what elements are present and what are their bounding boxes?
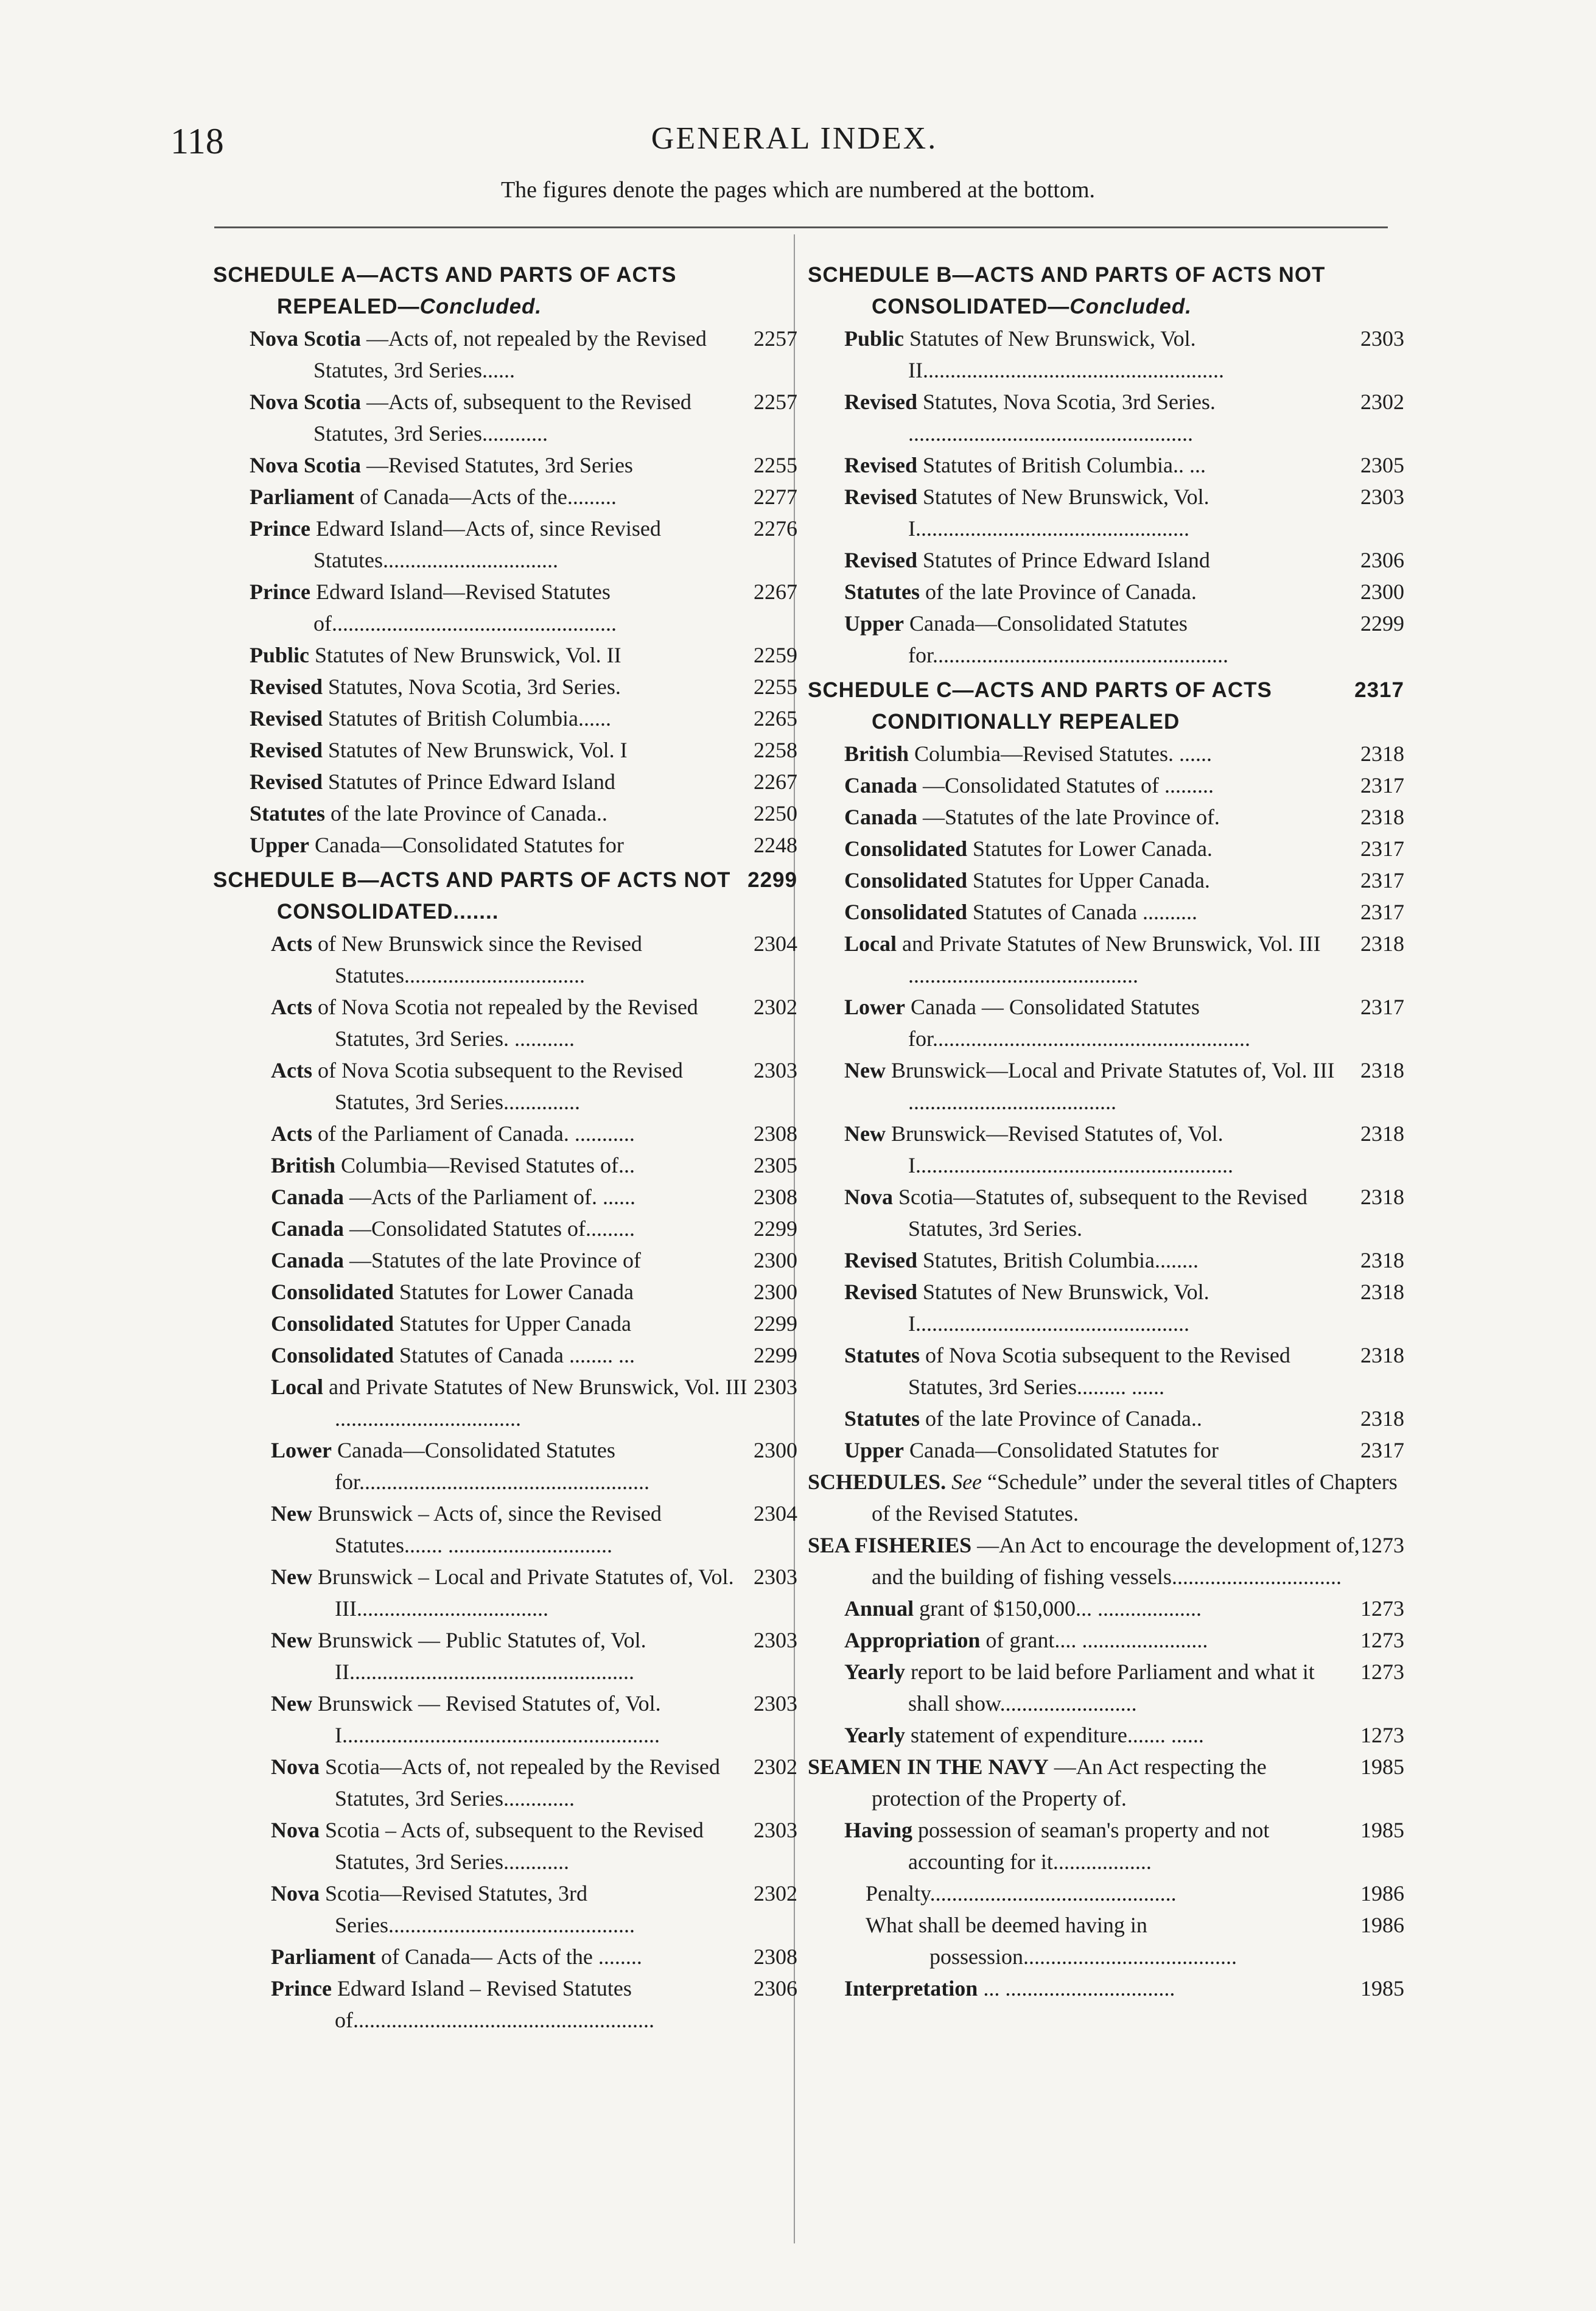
- entry-text: Edward Island – Revised Statutes of.......................................................: [335, 1976, 654, 2032]
- entry-text: Brunswick—Revised Statutes of, Vol. I..........................................................: [891, 1121, 1233, 1177]
- entry-heading: Yearly: [844, 1660, 905, 1684]
- entry-heading: New: [271, 1628, 312, 1652]
- entry-page-number: 2303: [754, 1818, 797, 1842]
- schedule-heading-text: SCHEDULE C—ACTS AND PARTS OF ACTS CONDITIONALLY REPEALED: [808, 678, 1272, 734]
- entry-heading: Local: [844, 931, 897, 956]
- entry-page-number: 2317: [1360, 868, 1404, 892]
- entry-text: Statutes of British Columbia.. ...: [923, 453, 1206, 477]
- entry-page-number: 1273: [1360, 1533, 1404, 1557]
- entry-page-number: 2317: [1360, 1438, 1404, 1462]
- index-entry: [808, 1656, 1404, 1719]
- entry-page-number: 2305: [754, 1153, 797, 1177]
- entry-heading: Public: [250, 643, 310, 667]
- index-entry: [808, 1054, 1404, 1118]
- entry-text: Canada—Consolidated Statutes for......................................................: [908, 611, 1228, 667]
- entry-page-number: 2258: [754, 738, 797, 762]
- entry-text: Statutes, British Columbia........: [923, 1248, 1199, 1272]
- index-entry: [808, 1434, 1404, 1466]
- entry-page-number: 2277: [754, 485, 797, 509]
- entry-heading: Statutes: [844, 1406, 920, 1431]
- index-entry: [808, 608, 1404, 671]
- entry-heading: Prince: [250, 516, 310, 541]
- entry-text: Scotia—Revised Statutes, 3rd Series.............................................: [325, 1881, 635, 1937]
- entry-heading: Canada: [271, 1185, 345, 1209]
- schedule-heading: [808, 675, 1404, 738]
- entry-text: Statutes of New Brunswick, Vol. I..................................................: [908, 1280, 1209, 1336]
- index-entry: [213, 1244, 797, 1276]
- entry-heading: Revised: [844, 1248, 917, 1272]
- entry-page-number: 2300: [754, 1438, 797, 1462]
- page-number: 118: [170, 121, 224, 161]
- entry-page-number: 2302: [754, 1755, 797, 1779]
- entry-text: of Canada— Acts of the ........: [380, 1945, 642, 1969]
- entry-page-number: 2300: [754, 1280, 797, 1304]
- entry-heading: New: [844, 1058, 886, 1082]
- index-entry: [808, 1909, 1404, 1973]
- entry-heading: Consolidated: [844, 900, 968, 924]
- index-entry: [808, 323, 1404, 386]
- header-rule: [214, 226, 1388, 228]
- index-entry: [808, 1118, 1404, 1181]
- entry-heading: Statutes: [844, 580, 920, 604]
- entry-text: Statutes for Lower Canada.: [973, 836, 1213, 861]
- index-column-right: [808, 256, 1404, 2004]
- schedule-heading-text: SCHEDULE B—ACTS AND PARTS OF ACTS NOT CONSOLIDATED—: [808, 263, 1326, 318]
- entry-page-number: 2255: [754, 453, 797, 477]
- running-title: GENERAL INDEX.: [651, 121, 938, 156]
- entry-text: —An Act to encourage the development of, and the building of fishing vessels...............................: [872, 1533, 1360, 1589]
- entry-heading: Statutes: [250, 801, 325, 826]
- entry-page-number: 2302: [754, 1881, 797, 1906]
- entry-heading: Revised: [250, 738, 323, 762]
- entry-text: of the late Province of Canada.: [925, 580, 1197, 604]
- entry-page-number: 2318: [1360, 1185, 1404, 1209]
- entry-page-number: 2318: [1360, 931, 1404, 956]
- entry-text: report to be laid before Parliament and what it shall show.........................: [908, 1660, 1315, 1716]
- index-entry: [808, 738, 1404, 770]
- entry-heading: Consolidated: [271, 1280, 394, 1304]
- entry-page-number: 2317: [1354, 678, 1404, 702]
- index-entry: [213, 513, 797, 576]
- entry-page-number: 2318: [1360, 1406, 1404, 1431]
- entry-page-number: 1986: [1360, 1881, 1404, 1906]
- index-entry: [808, 449, 1404, 481]
- index-entry: [213, 991, 797, 1054]
- entry-text: Statutes of New Brunswick, Vol. II.......................................................: [908, 326, 1224, 382]
- entry-text: of New Brunswick since the Revised Statutes.................................: [317, 931, 642, 987]
- index-entry: [808, 928, 1404, 991]
- entry-text: Statutes of New Brunswick, Vol. I: [328, 738, 628, 762]
- schedule-heading: [808, 259, 1404, 323]
- index-entry: [808, 991, 1404, 1054]
- entry-heading: Annual: [844, 1596, 914, 1621]
- entry-text: Brunswick – Acts of, since the Revised Statutes....... ..............................: [317, 1501, 662, 1557]
- index-entry: [808, 1529, 1404, 1593]
- entry-heading: Nova: [271, 1881, 320, 1906]
- entry-page-number: 2250: [754, 801, 797, 826]
- index-entry: [213, 829, 797, 861]
- entry-heading: Canada: [271, 1216, 345, 1241]
- entry-page-number: 2267: [754, 770, 797, 794]
- entry-text: Statutes of British Columbia......: [328, 706, 611, 731]
- entry-page-number: 2265: [754, 706, 797, 731]
- entry-text: Brunswick—Local and Private Statutes of, Vol. III ......................................: [891, 1058, 1335, 1114]
- entry-page-number: 2267: [754, 580, 797, 604]
- entry-heading: Nova: [844, 1185, 893, 1209]
- entry-text: grant of $150,000... ...................: [919, 1596, 1202, 1621]
- entry-page-number: 2308: [754, 1945, 797, 1969]
- entry-text: —Acts of the Parliament of. ......: [349, 1185, 635, 1209]
- index-entry: [213, 1941, 797, 1973]
- index-column-left: [213, 256, 797, 2036]
- entry-heading: New: [271, 1501, 312, 1526]
- entry-text: —Acts of, not repealed by the Revised Statutes, 3rd Series......: [313, 326, 707, 382]
- entry-page-number: 2299: [1360, 611, 1404, 636]
- entry-page-number: 2306: [754, 1976, 797, 2001]
- entry-page-number: 2308: [754, 1185, 797, 1209]
- schedule-heading-text: SCHEDULE A—ACTS AND PARTS OF ACTS REPEALED—: [213, 263, 677, 318]
- entry-text: Canada — Consolidated Statutes for..........................................................: [908, 995, 1250, 1051]
- index-entry: [808, 1403, 1404, 1434]
- entry-page-number: 2257: [754, 326, 797, 351]
- entry-heading: Lower: [271, 1438, 332, 1462]
- entry-heading: Revised: [250, 675, 323, 699]
- index-entry: [808, 1719, 1404, 1751]
- entry-text: and Private Statutes of New Brunswick, Vol. III ..........................................: [902, 931, 1321, 987]
- index-entry: [213, 1276, 797, 1308]
- schedule-heading-suffix: Concluded.: [1069, 295, 1192, 318]
- entry-page-number: 2317: [1360, 773, 1404, 798]
- index-entry: [213, 1624, 797, 1688]
- entry-heading: Acts: [271, 1058, 312, 1082]
- entry-text: —An Act respecting the protection of the Property of.: [872, 1755, 1267, 1811]
- index-entry: [808, 1878, 1404, 1909]
- index-entry: [213, 1339, 797, 1371]
- entry-text: Canada—Consolidated Statutes for: [909, 1438, 1219, 1462]
- entry-heading: Lower: [844, 995, 905, 1019]
- entry-page-number: 2318: [1360, 742, 1404, 766]
- entry-text: of Canada—Acts of the.........: [359, 485, 617, 509]
- entry-page-number: 1985: [1360, 1976, 1404, 2001]
- entry-text: of the late Province of Canada..: [331, 801, 607, 826]
- schedule-heading: [213, 259, 797, 323]
- entry-heading: Parliament: [250, 485, 354, 509]
- entry-text: Statutes, Nova Scotia, 3rd Series.: [328, 675, 621, 699]
- index-entry: [808, 1339, 1404, 1403]
- entry-heading: Appropriation: [844, 1628, 981, 1652]
- index-entry: [808, 1624, 1404, 1656]
- entry-page-number: 2299: [747, 868, 797, 892]
- entry-text: Penalty.............................................: [866, 1881, 1177, 1906]
- entry-text: Statutes of Canada ........ ...: [399, 1343, 635, 1367]
- entry-heading: Consolidated: [844, 836, 968, 861]
- index-entry: [213, 1751, 797, 1814]
- entry-page-number: 2303: [754, 1628, 797, 1652]
- index-entry: [213, 1434, 797, 1498]
- index-entry: [808, 864, 1404, 896]
- entry-heading: Consolidated: [844, 868, 968, 892]
- entry-heading: Consolidated: [271, 1343, 394, 1367]
- entry-text: —Statutes of the late Province of: [349, 1248, 641, 1272]
- entry-text: Canada—Consolidated Statutes for: [315, 833, 624, 857]
- entry-page-number: 2318: [1360, 1121, 1404, 1146]
- entry-text: Scotia – Acts of, subsequent to the Revised Statutes, 3rd Series............: [325, 1818, 704, 1874]
- entry-page-number: 2318: [1360, 1248, 1404, 1272]
- index-entry: [808, 801, 1404, 833]
- entry-text: Edward Island—Acts of, since Revised Statutes................................: [313, 516, 661, 572]
- entry-page-number: 2303: [754, 1375, 797, 1399]
- entry-page-number: 1273: [1360, 1723, 1404, 1747]
- entry-heading: British: [271, 1153, 336, 1177]
- entry-heading: New: [271, 1691, 312, 1716]
- index-entry: [213, 1973, 797, 2036]
- entry-page-number: 2299: [754, 1311, 797, 1336]
- index-entry: [213, 1814, 797, 1878]
- entry-page-number: 2317: [1360, 836, 1404, 861]
- entry-page-number: 2257: [754, 390, 797, 414]
- entry-page-number: 2306: [1360, 548, 1404, 572]
- entry-text: Statutes for Upper Canada: [399, 1311, 631, 1336]
- index-entry: [213, 798, 797, 829]
- entry-text: Statutes of Prince Edward Island: [923, 548, 1210, 572]
- entry-text: Statutes of Canada ..........: [973, 900, 1197, 924]
- entry-page-number: 2299: [754, 1216, 797, 1241]
- index-entry: [213, 1371, 797, 1434]
- index-entry: [808, 481, 1404, 544]
- entry-heading: New: [844, 1121, 886, 1146]
- entry-text: and Private Statutes of New Brunswick, Vol. III ..................................: [329, 1375, 747, 1431]
- index-entry: [213, 386, 797, 449]
- entry-page-number: 2300: [754, 1248, 797, 1272]
- entry-heading: Revised: [250, 770, 323, 794]
- entry-page-number: 2308: [754, 1121, 797, 1146]
- entry-heading: Parliament: [271, 1945, 376, 1969]
- index-entry: [213, 576, 797, 639]
- entry-text: —Consolidated Statutes of .........: [923, 773, 1214, 798]
- entry-heading: Having: [844, 1818, 913, 1842]
- entry-heading: Nova: [271, 1818, 320, 1842]
- entry-heading: Acts: [271, 1121, 312, 1146]
- entry-text: —Revised Statutes, 3rd Series: [366, 453, 633, 477]
- entry-text: of Nova Scotia subsequent to the Revised Statutes, 3rd Series......... ......: [908, 1343, 1290, 1399]
- index-entry: [808, 770, 1404, 801]
- entry-page-number: 2318: [1360, 1058, 1404, 1082]
- entry-heading: Prince: [250, 580, 310, 604]
- entry-page-number: 2318: [1360, 1280, 1404, 1304]
- entry-heading: Canada: [271, 1248, 345, 1272]
- entry-heading: Nova Scotia: [250, 326, 361, 351]
- entry-page-number: 2300: [1360, 580, 1404, 604]
- see-reference: See: [951, 1470, 982, 1494]
- entry-text: “Schedule” under the several titles of Chapters of the Revised Statutes.: [872, 1470, 1398, 1526]
- entry-heading: New: [271, 1565, 312, 1589]
- entry-heading: Revised: [844, 485, 917, 509]
- entry-text: Statutes, Nova Scotia, 3rd Series. ....................................................: [908, 390, 1216, 446]
- entry-heading: Nova Scotia: [250, 453, 361, 477]
- entry-heading: Prince: [271, 1976, 332, 2001]
- entry-text: Canada—Consolidated Statutes for.....................................................: [335, 1438, 649, 1494]
- entry-text: Statutes of Prince Edward Island: [328, 770, 615, 794]
- entry-heading: Canada: [844, 773, 918, 798]
- entry-page-number: 1985: [1360, 1818, 1404, 1842]
- entry-heading: Revised: [844, 1280, 917, 1304]
- entry-heading: Upper: [250, 833, 309, 857]
- entry-page-number: 2303: [1360, 485, 1404, 509]
- entry-page-number: 2304: [754, 931, 797, 956]
- entry-heading: Nova: [271, 1755, 320, 1779]
- entry-heading: Interpretation: [844, 1976, 978, 2001]
- entry-page-number: 1273: [1360, 1660, 1404, 1684]
- entry-heading: Nova Scotia: [250, 390, 361, 414]
- entry-heading: SEA FISHERIES: [808, 1533, 972, 1557]
- index-entry: [213, 703, 797, 734]
- entry-text: Scotia—Acts of, not repealed by the Revised Statutes, 3rd Series.............: [325, 1755, 720, 1811]
- entry-page-number: 2317: [1360, 900, 1404, 924]
- entry-page-number: 2317: [1360, 995, 1404, 1019]
- index-entry: [808, 1593, 1404, 1624]
- entry-page-number: 2318: [1360, 1343, 1404, 1367]
- index-entry: [213, 766, 797, 798]
- entry-heading: Canada: [844, 805, 918, 829]
- entry-text: Columbia—Revised Statutes of...: [341, 1153, 635, 1177]
- index-entry: [213, 1213, 797, 1244]
- entry-page-number: 2305: [1360, 453, 1404, 477]
- index-entry: [213, 671, 797, 703]
- entry-page-number: 1985: [1360, 1755, 1404, 1779]
- entry-page-number: 2304: [754, 1501, 797, 1526]
- page-subtitle: The figures denote the pages which are numbered at the bottom.: [500, 177, 1096, 203]
- entry-page-number: 2318: [1360, 805, 1404, 829]
- entry-page-number: 1273: [1360, 1628, 1404, 1652]
- entry-text: Edward Island—Revised Statutes of....................................................: [313, 580, 617, 636]
- entry-page-number: 2303: [754, 1691, 797, 1716]
- index-entry: [808, 386, 1404, 449]
- schedule-heading-text: SCHEDULE B—ACTS AND PARTS OF ACTS NOT CONSOLIDATED.......: [213, 868, 731, 924]
- entry-heading: Public: [844, 326, 905, 351]
- entry-heading: Local: [271, 1375, 323, 1399]
- entry-text: possession of seaman's property and not accounting for it..................: [908, 1818, 1270, 1874]
- index-entry: [213, 734, 797, 766]
- entry-text: Brunswick — Revised Statutes of, Vol. I..........................................................: [317, 1691, 661, 1747]
- entry-page-number: 2299: [754, 1343, 797, 1367]
- entry-heading: SEAMEN IN THE NAVY: [808, 1755, 1049, 1779]
- entry-page-number: 2276: [754, 516, 797, 541]
- entry-heading: Revised: [844, 548, 917, 572]
- schedule-heading: [213, 864, 797, 928]
- entry-page-number: 1986: [1360, 1913, 1404, 1937]
- entry-text: of Nova Scotia not repealed by the Revised Statutes, 3rd Series. ...........: [317, 995, 698, 1051]
- index-entry: [808, 833, 1404, 864]
- entry-text: —Statutes of the late Province of.: [923, 805, 1220, 829]
- entry-text: Columbia—Revised Statutes. ......: [914, 742, 1212, 766]
- entry-heading: Upper: [844, 1438, 904, 1462]
- entry-text: Brunswick – Local and Private Statutes of, Vol. III...................................: [317, 1565, 734, 1621]
- index-entry: [213, 1149, 797, 1181]
- entry-text: statement of expenditure....... ......: [910, 1723, 1204, 1747]
- index-entry: [808, 1814, 1404, 1878]
- index-entry: [808, 1751, 1404, 1814]
- index-entry: [213, 928, 797, 991]
- entry-page-number: 1273: [1360, 1596, 1404, 1621]
- entry-page-number: 2303: [754, 1565, 797, 1589]
- index-entry: [808, 1244, 1404, 1276]
- entry-heading: SCHEDULES.: [808, 1470, 947, 1494]
- entry-text: of the late Province of Canada..: [925, 1406, 1202, 1431]
- index-entry: [808, 1466, 1404, 1529]
- index-entry: [213, 1688, 797, 1751]
- entry-text: of Nova Scotia subsequent to the Revised Statutes, 3rd Series..............: [317, 1058, 683, 1114]
- entry-page-number: 2248: [754, 833, 797, 857]
- index-entry: [808, 576, 1404, 608]
- entry-page-number: 2302: [754, 995, 797, 1019]
- entry-text: of the Parliament of Canada. ...........: [317, 1121, 635, 1146]
- entry-heading: Acts: [271, 995, 312, 1019]
- entry-text: Scotia—Statutes of, subsequent to the Revised Statutes, 3rd Series.: [898, 1185, 1307, 1241]
- page-header: [164, 121, 1424, 169]
- index-entry: [808, 1181, 1404, 1244]
- index-entry: [213, 1054, 797, 1118]
- entry-page-number: 2255: [754, 675, 797, 699]
- entry-page-number: 2259: [754, 643, 797, 667]
- entry-text: What shall be deemed having in possession.......................................: [866, 1913, 1237, 1969]
- index-entry: [808, 1276, 1404, 1339]
- entry-heading: Consolidated: [271, 1311, 394, 1336]
- entry-heading: Revised: [250, 706, 323, 731]
- entry-heading: Yearly: [844, 1723, 905, 1747]
- entry-text: —Consolidated Statutes of.........: [349, 1216, 635, 1241]
- index-entry: [808, 1973, 1404, 2004]
- index-entry: [213, 1118, 797, 1149]
- entry-heading: Acts: [271, 931, 312, 956]
- entry-text: Statutes for Upper Canada.: [973, 868, 1210, 892]
- entry-text: Statutes of New Brunswick, Vol. II: [315, 643, 621, 667]
- index-entry: [213, 1561, 797, 1624]
- entry-heading: British: [844, 742, 909, 766]
- entry-heading: Upper: [844, 611, 904, 636]
- entry-page-number: 2303: [1360, 326, 1404, 351]
- entry-page-number: 2303: [754, 1058, 797, 1082]
- index-entry: [213, 481, 797, 513]
- entry-heading: Revised: [844, 390, 917, 414]
- index-entry: [213, 1181, 797, 1213]
- entry-text: Brunswick — Public Statutes of, Vol. II....................................................: [317, 1628, 646, 1684]
- index-entry: [213, 639, 797, 671]
- index-entry: [213, 323, 797, 386]
- schedule-heading-suffix: Concluded.: [419, 295, 542, 318]
- entry-heading: Statutes: [844, 1343, 920, 1367]
- entry-page-number: 2302: [1360, 390, 1404, 414]
- index-entry: [808, 544, 1404, 576]
- entry-text: of grant.... .......................: [985, 1628, 1208, 1652]
- entry-heading: Revised: [844, 453, 917, 477]
- index-entry: [213, 1878, 797, 1941]
- index-entry: [213, 1308, 797, 1339]
- entry-text: Statutes of New Brunswick, Vol. I..................................................: [908, 485, 1209, 541]
- entry-text: Statutes for Lower Canada: [399, 1280, 634, 1304]
- entry-text: ... ...............................: [983, 1976, 1175, 2001]
- index-entry: [808, 896, 1404, 928]
- index-entry: [213, 449, 797, 481]
- entry-text: —Acts of, subsequent to the Revised Statutes, 3rd Series............: [313, 390, 691, 446]
- index-entry: [213, 1498, 797, 1561]
